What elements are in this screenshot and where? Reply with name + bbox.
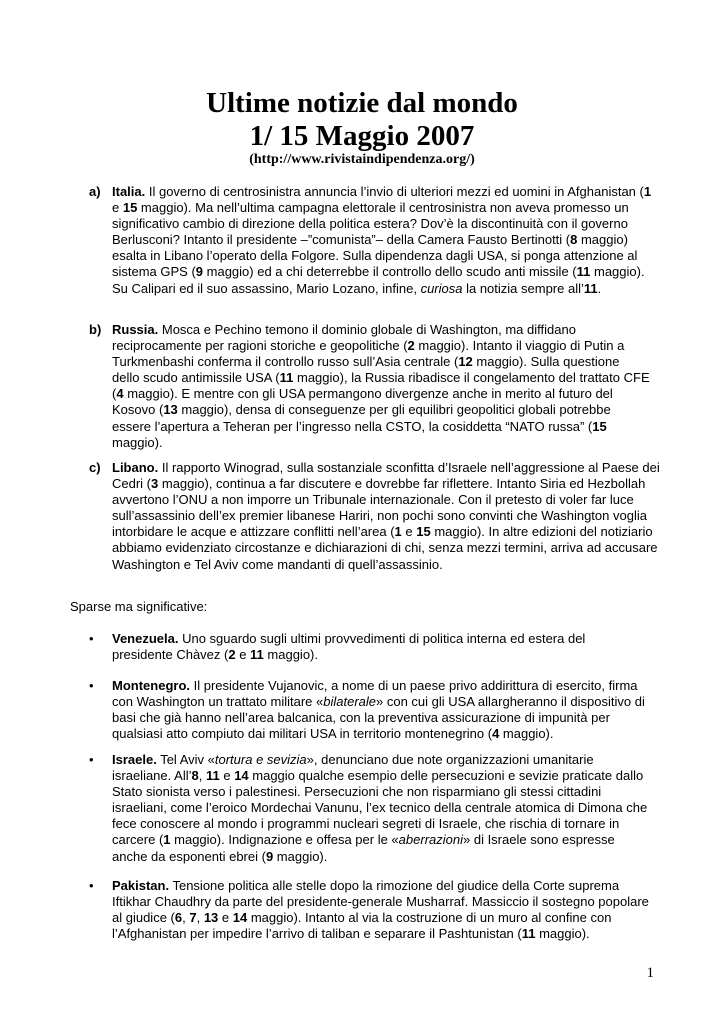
body-text: », denunciano due note organizzazioni umanitarie israeliane. All’ — [112, 752, 594, 784]
body-text: . — [597, 280, 602, 296]
body-text: Tensione politica alle stelle dopo la rimozione del giudice della Corte suprema Iftikhar Chaudhry da parte del presidente-generale Musharraf. Massiccio il sostegno popolare al giudice ( — [112, 878, 649, 926]
body-text: maggio). — [535, 926, 590, 942]
body-text: maggio) ed a chi deterrebbe il controllo dello scudo anti missile ( — [203, 264, 577, 280]
date-number: 1 — [163, 832, 171, 848]
date-number: 12 — [458, 354, 473, 370]
date-number: 11 — [576, 264, 591, 280]
body-text: maggio). E mentre con gli USA permangono divergenze anche in merito al futuro del Kosovo ( — [112, 386, 613, 418]
news-item-russia — [112, 322, 650, 451]
date-number: 15 — [122, 200, 138, 216]
news-item-italia — [112, 184, 652, 297]
bullet-icon: • — [89, 878, 94, 893]
bullet-icon: • — [89, 752, 94, 767]
body-text: e — [219, 768, 235, 784]
body-text: Mosca e Pechino temono il dominio globale di Washington, ma diffidano reciprocamente per ragioni storiche e geopolitiche ( — [112, 322, 576, 354]
date-number: 11 — [250, 647, 264, 663]
date-number: 8 — [191, 768, 199, 784]
date-number: 13 — [203, 910, 219, 926]
bullet-icon: • — [89, 631, 94, 646]
body-text: maggio). Indignazione e offesa per le « — [170, 832, 399, 848]
body-text: maggio qualche esempio delle persecuzioni e sevizie praticate dallo Stato sionista verso i palestinesi. Persecuzioni che non risparmiano gli stessi cittadini israeliani, come l’eroico Mordechai Vanunu, l’ex tecnico della centrale atomica di Dimona che fece conoscere al mondo i programmi nucleari segreti di Israele, che rischia di tornare in carcere ( — [112, 768, 648, 848]
emphasis-text: curiosa — [420, 280, 463, 296]
body-text: la notizia sempre all’ — [462, 280, 584, 296]
emphasis-text: aberrazioni — [398, 832, 463, 848]
news-item-libano — [112, 460, 660, 573]
body-text: » di Israele sono espresse anche da esponenti ebrei ( — [112, 832, 615, 864]
body-text: e — [112, 200, 123, 216]
date-number: 8 — [570, 232, 578, 248]
news-item-heading: Italia. — [112, 184, 146, 199]
news-item-montenegro — [112, 678, 658, 742]
news-item-text — [112, 752, 652, 865]
body-text: maggio). — [499, 726, 554, 742]
news-item-text — [112, 322, 650, 451]
date-number: 3 — [151, 476, 159, 492]
body-text: maggio). Ma nell’ultima campagna elettorale il centrosinistra non aveva promesso un significativo cambio di direzione della politica estera? Dov’è la discontinuità con il governo Berlusconi? Intanto il presidente –”comunista”– della Camera Fausto Bertinotti ( — [112, 200, 629, 248]
body-text: maggio). — [273, 848, 328, 864]
date-number: 11 — [205, 768, 220, 784]
news-item-text — [112, 678, 658, 742]
body-text: , — [196, 910, 204, 926]
body-text: maggio). Su Calipari ed il suo assassino, Mario Lozano, infine, — [112, 264, 645, 296]
news-item-pakistan — [112, 878, 657, 942]
date-number: 2 — [228, 647, 236, 663]
body-text: maggio). — [112, 434, 163, 450]
news-item-text — [112, 184, 652, 297]
date-number: 6 — [174, 910, 183, 926]
date-number: 1 — [643, 184, 652, 199]
news-item-text — [112, 460, 660, 573]
body-text: e — [401, 524, 417, 540]
body-text: maggio), densa di conseguenze per gli equilibri geopolitici globali potrebbe essere l’apertura a Teheran per l’ingresso nella CSTO, la cosiddetta “NATO russa” ( — [112, 402, 611, 434]
body-text: , — [182, 910, 190, 926]
body-text: maggio). Intanto il viaggio di Putin a Turkmenbashi conferma il controllo russo sull’Asia centrale ( — [112, 338, 625, 370]
item-marker: a) — [89, 184, 101, 199]
page-number: 1 — [646, 965, 654, 981]
date-number: 11 — [521, 926, 536, 942]
body-text: maggio). — [263, 647, 318, 663]
news-item-heading: Russia. — [112, 322, 159, 337]
date-number: 4 — [116, 386, 124, 402]
date-number: 15 — [592, 418, 607, 434]
body-text: Il rapporto Winograd, sulla sostanziale sconfitta d’Israele nell’aggressione al Paese dei Cedri ( — [112, 460, 660, 492]
news-item-heading: Montenegro. — [112, 678, 190, 693]
date-number: 1 — [394, 524, 402, 540]
body-text: Uno sguardo sugli ultimi provvedimenti di politica interna ed estera del presidente Chàvez ( — [112, 631, 586, 663]
body-text: » con cui gli USA allargheranno il dispositivo di basi che già hanno nell’area balcanica, con la preventiva assicurazione di impunità per qualsiasi atto compiuto dai militari USA in territorio montenegrino ( — [112, 694, 645, 742]
body-text: maggio). Sulla questione dello scudo antimissile USA ( — [112, 354, 620, 386]
news-item-heading: Israele. — [112, 752, 157, 767]
body-text: maggio), continua a far discutere e dovrebbe far riflettere. Intanto Siria ed Hezbollah avvertono l’ONU a non imporre un Tribunale internazionale. Con il pretesto di voler far luce sull’assassinio dell’ex premier libanese Hariri, non pochi sono convinti che Washington voglia intorbidare le acque e attizzare conflitti nell’area ( — [112, 476, 647, 540]
date-number: 15 — [416, 524, 431, 540]
date-number: 14 — [232, 910, 248, 926]
date-number: 2 — [407, 338, 415, 354]
news-item-text — [112, 878, 657, 942]
date-number: 9 — [265, 848, 274, 864]
body-text: e — [235, 647, 251, 663]
date-number: 11 — [583, 280, 598, 296]
body-text: maggio) esalta in Libano l’operato della Folgore. Sulla dipendenza dagli USA, si ponga attenzione al sistema GPS ( — [112, 232, 638, 280]
news-item-venezuela — [112, 631, 622, 663]
section-intro: Sparse ma significative: — [70, 599, 208, 614]
item-marker: b) — [89, 322, 102, 337]
body-text: maggio). Intanto al via la costruzione di un muro al confine con l’Afghanistan per impedire l’arrivo di taliban e separare il Pashtunistan ( — [112, 910, 612, 942]
page-subtitle-date: 1/ 15 Maggio 2007 — [249, 120, 475, 152]
news-item-israele — [112, 752, 652, 865]
news-item-text — [112, 631, 622, 663]
body-text: Il governo di centrosinistra annuncia l’invio di ulteriori mezzi ed uomini in Afghanistan ( — [145, 184, 644, 199]
news-item-heading: Pakistan. — [112, 878, 170, 893]
body-text: maggio). In altre edizioni del notiziario abbiamo evidenziato circostanze e dichiarazioni di chi, senza mezzi termini, arriva ad accusare Washington e Tel Aviv come mandanti di quell’assassinio. — [112, 524, 658, 572]
date-number: 11 — [279, 370, 294, 386]
date-number: 4 — [492, 726, 500, 742]
source-url: (http://www.rivistaindipendenza.org/) — [249, 152, 475, 167]
date-number: 14 — [234, 768, 249, 784]
emphasis-text: tortura e sevizia — [214, 752, 307, 767]
bullet-icon: • — [89, 678, 94, 693]
page-title: Ultime notizie dal mondo — [206, 87, 518, 119]
date-number: 7 — [189, 910, 197, 926]
body-text: Il presidente Vujanovic, a nome di un paese privo addirittura di esercito, firma con Washington un trattato militare « — [112, 678, 638, 710]
item-marker: c) — [89, 460, 101, 475]
body-text: e — [218, 910, 233, 926]
body-text: maggio), la Russia ribadisce il congelamento del trattato CFE ( — [112, 370, 650, 402]
emphasis-text: bilaterale — [323, 694, 377, 710]
news-item-heading: Venezuela. — [112, 631, 179, 646]
date-number: 9 — [195, 264, 204, 280]
date-number: 13 — [163, 402, 178, 418]
news-item-heading: Libano. — [112, 460, 159, 475]
body-text: , — [198, 768, 206, 784]
body-text: Tel Aviv « — [156, 752, 215, 767]
